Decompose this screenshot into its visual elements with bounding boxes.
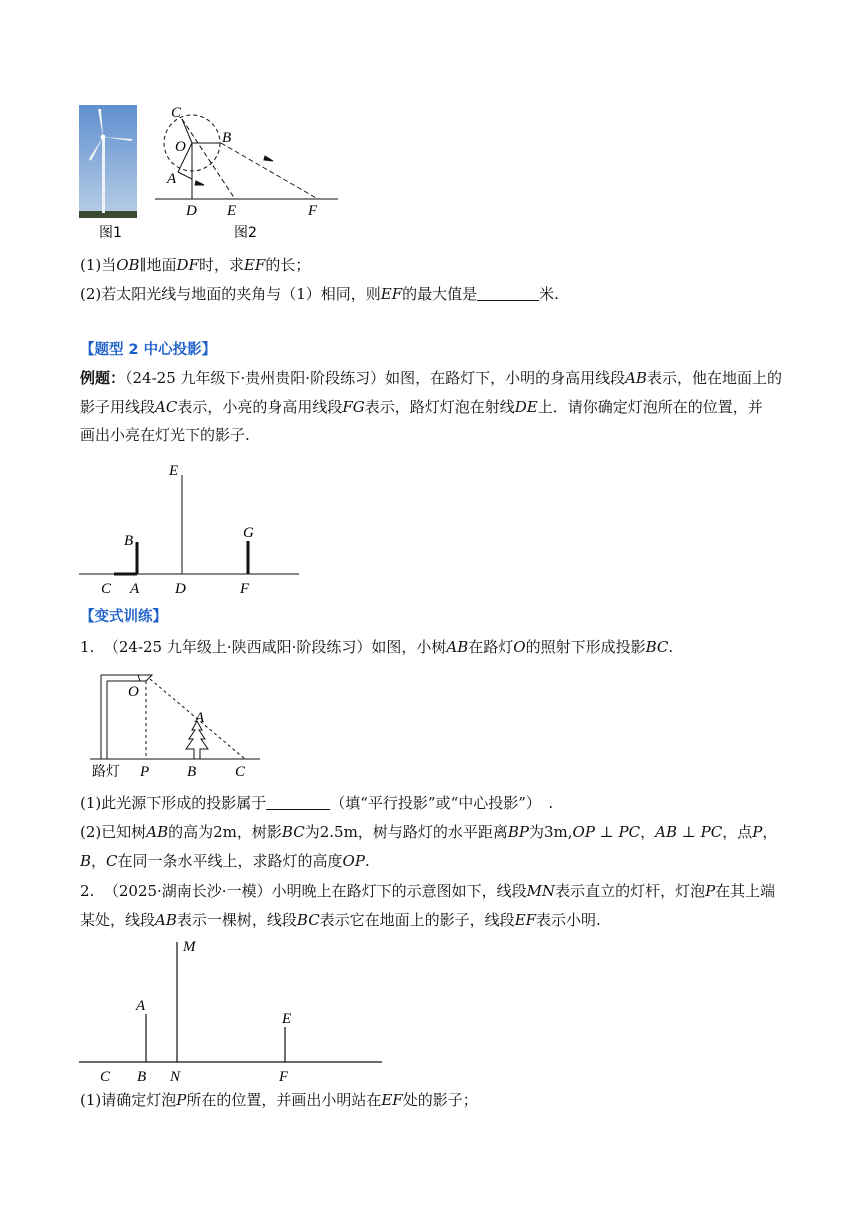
- label-o: O: [128, 684, 139, 700]
- question-1-line: (1)当OB∥地面DF时，求EF的长；: [80, 256, 311, 274]
- figure-4-lamp-tree-person: [70, 935, 390, 1085]
- caption-figure-1: 图1: [99, 225, 122, 241]
- label-n: N: [170, 1069, 181, 1085]
- figure-1-wind-turbine: [70, 95, 350, 245]
- caption-figure-2: 图2: [234, 225, 257, 241]
- example-line-2: 影子用线段AC表示，小亮的身高用线段FG表示，路灯灯泡在射线DE上．请你确定灯泡所在的位置，并: [80, 398, 763, 416]
- label-b: B: [124, 533, 134, 549]
- variant-q1-sub1: (1)此光源下形成的投影属于 （填“平行投影”或“中心投影”） .: [80, 794, 554, 812]
- section-title-central-projection: 【题型 2 中心投影】: [80, 342, 217, 358]
- label-c: C: [100, 1069, 111, 1085]
- label-d: D: [175, 581, 186, 597]
- label-c: C: [101, 581, 112, 597]
- label-b: B: [222, 130, 232, 146]
- label-a: A: [136, 998, 146, 1014]
- example-line-1: 例题：（24-25 九年级下·贵州贵阳·阶段练习）如图，在路灯下，小明的身高用线段AB表示，他在地面上的: [80, 369, 782, 387]
- label-f: F: [308, 203, 318, 219]
- projection-diagram: [155, 115, 338, 199]
- variant-question-2: 2. （2025·湖南长沙·一模）小明晚上在路灯下的示意图如下，线段MN表示直立的灯杆，灯泡P在其上端: [80, 882, 776, 900]
- label-g: G: [243, 525, 254, 541]
- example-line-3: 画出小亮在灯光下的影子.: [80, 426, 250, 444]
- label-b: B: [187, 764, 197, 780]
- variant-question-2-cont: 某处，线段AB表示一棵树，线段BC表示它在地面上的影子，线段EF表示小明.: [80, 911, 601, 929]
- variant-q1-sub2-cont: B，C在同一条水平线上，求路灯的高度OP.: [80, 852, 370, 870]
- figure-2-streetlight: [70, 455, 310, 600]
- label-c: C: [235, 764, 246, 780]
- variant-q2-sub1: (1)请确定灯泡P所在的位置，并画出小明站在EF处的影子；: [80, 1091, 478, 1109]
- label-c: C: [171, 105, 182, 121]
- label-d: D: [186, 203, 197, 219]
- label-e: E: [282, 1011, 292, 1027]
- label-b: B: [137, 1069, 147, 1085]
- section-title-variant-training: 【变式训练】: [80, 609, 167, 625]
- label-a: A: [167, 171, 177, 187]
- wind-turbine-photo: [79, 105, 137, 218]
- label-p: P: [140, 764, 150, 780]
- label-streetlamp: 路灯: [92, 764, 120, 780]
- label-a: A: [195, 710, 205, 726]
- label-f: F: [279, 1069, 289, 1085]
- question-2-line: (2)若太阳光线与地面的夹角与（1）相同，则EF的最大值是 米.: [80, 285, 559, 303]
- variant-q1-sub2: (2)已知树AB的高为2m，树影BC为2.5m，树与路灯的水平距离BP为3m,OP ⊥ PC，AB ⊥ PC，点P，: [80, 823, 778, 841]
- label-e: E: [227, 203, 237, 219]
- label-a: A: [130, 581, 140, 597]
- answer-blank[interactable]: [477, 286, 539, 301]
- label-o: O: [175, 139, 186, 155]
- figure-3-lamp-tree: [80, 665, 270, 783]
- label-e: E: [169, 463, 179, 479]
- variant-question-1: 1. （24-25 九年级上·陕西咸阳·阶段练习）如图，小树AB在路灯O的照射下形成投影BC.: [80, 638, 674, 656]
- answer-blank[interactable]: [266, 795, 330, 810]
- label-f: F: [240, 581, 250, 597]
- label-m: M: [183, 939, 196, 955]
